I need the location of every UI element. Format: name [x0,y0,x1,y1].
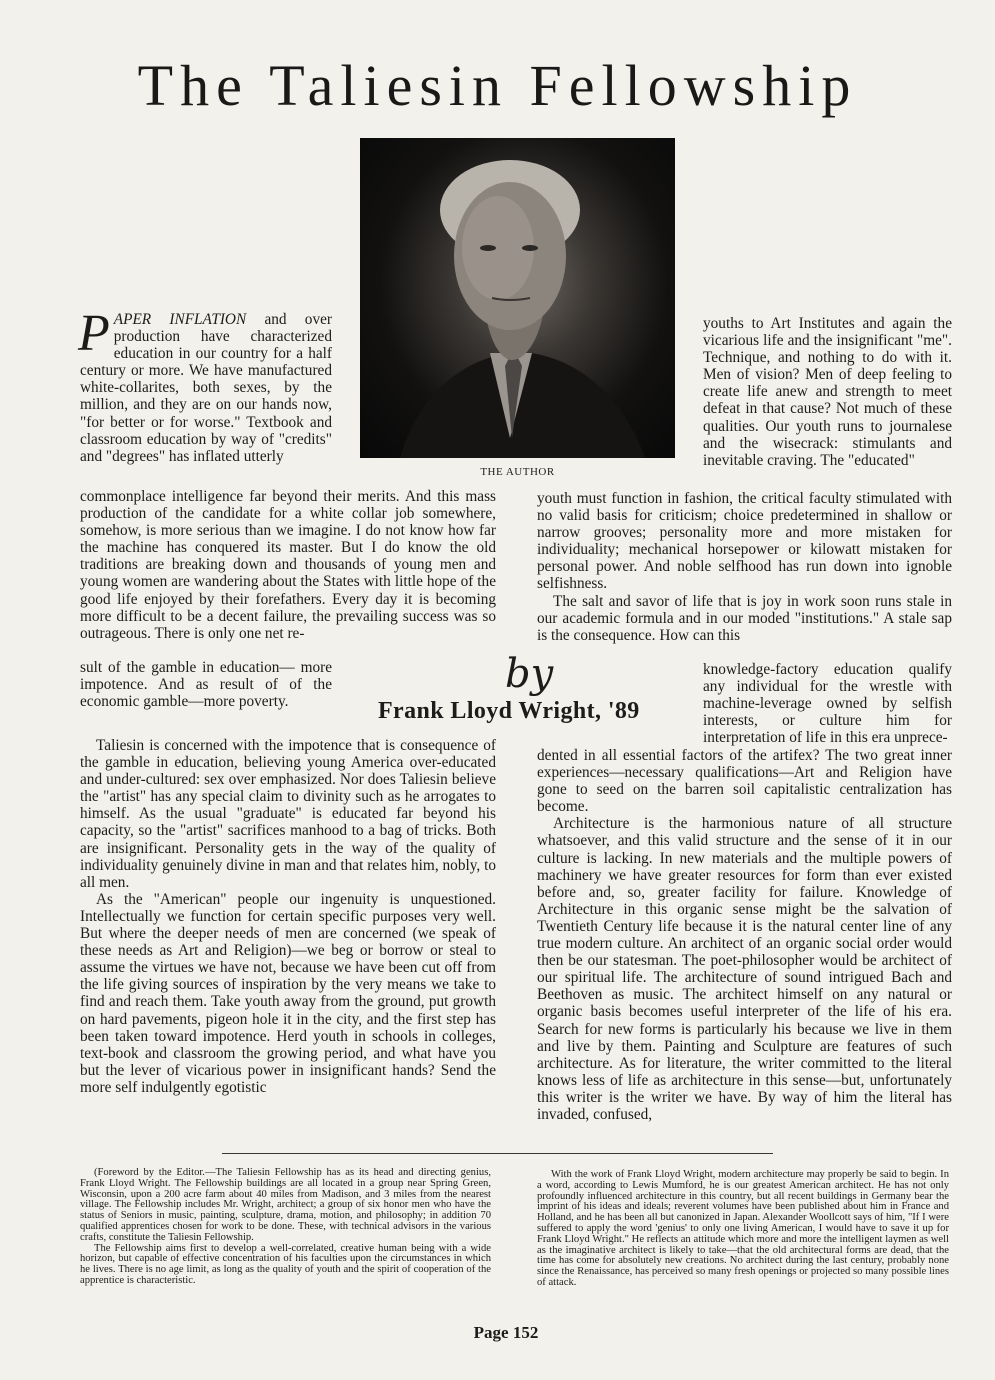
paragraph-2: Taliesin is concerned with the impotence that is consequence of the gamble in education, believing young America over-educated and under-cultured: sex over emphasized. Nor does Taliesin believe the "artist" has any special claim to divinity such as he arrogates to himself. As the usual "graduate" is educated far beyond his capacity, so the "artist" sacrifices manhood to a bag of tricks. Both are insignificant. Personality gets in the way of the quality of individuality genuinely divine in man and that relates him, nobly, to all men. [80,737,496,891]
paragraph-5-end: dented in all essential factors of the artifex? The two great inner experiences—necessary qualifications—Art and Religion have gone to seed on the barren soil capitalistic centralization has become. [537,747,952,816]
paragraph-4-start: youths to Art Institutes and again the vicarious life and the insignificant "me". Technique, and nothing to do with it. Men of vision? Men of deep feeling to create life anew and strength to meet defeat in that cause? Not much of these qualities. Our youth runs to journalese and the wisecrack: stimulants and inevitable craving. The "educated" [703,315,952,469]
paragraph-1-start: and over production have characterized education in our country for a half century or more. We have manufactured white-collarites, both sexes, by the million, and they are on our hands now, "for better or for worse." Textbook and classroom education by way of "credits" and "degrees" has inflated utterly [80,311,332,465]
photo-caption: THE AUTHOR [480,466,555,478]
footnote-right [537,1170,949,1289]
byline-author: Frank Lloyd Wright, '89 [378,698,640,724]
paragraph-6: Architecture is the harmonious nature of all structure whatsoever, and this valid structure and the sense of it in our culture is lacking. In new materials and the multiple powers of machinery we have greater resources for form than ever existed before and, so, greater facility for failure. Knowledge of Architecture in this organic sense might be the salvation of Twentieth Century life because it is the natural center line of any true modern culture. An architect of an organic social order would then be our statesman. The poet-philosopher would be architect of our spiritual life. The architecture of sound intrigued Bach and Beethoven as music. The architect himself on any natural or organic basis becomes useful interpreter of the life of his era. Search for new forms is particularly his because we live in them and live by them. Painting and Sculpture are features of such architecture. As for literature, the writer committed to the literal knows less of life as architecture in this sense—but, unfortunately this writer is the writer we have. By way of him the literal has invaded, confused, [537,815,952,1123]
footnote-about-wright: With the work of Frank Lloyd Wright, modern architecture may properly be said to begin. In a word, according to Lewis Mumford, he is our greatest American architect. He has not only profoundly influenced architecture in this country, but all recent buildings in Germany bear the imprint of his ideas and ideals; reverent volumes have been published about him in France and Holland, and he has been all but canonized in Japan. Alexander Woollcott says of him, "If I were suffered to apply the word 'genius' to only one living American, I would have to save it up for Frank Lloyd Wright." He reflects an attitude which more and more the intelligent laymen as well as the imaginative architect is likely to take—that the old architectural forms are dead, that the time has come for absolutely new creations. No architect during the last century, probably none since the Renaissance, has perceived so many fresh openings or projected so many possible lines of attack. [537,1169,949,1288]
drop-cap: P [78,305,110,362]
paragraph-1-end: sult of the gamble in education— more impotence. And as result of of the economic gamble—more poverty. [80,659,332,711]
right-column-top [703,315,952,469]
paragraph-1-cont: commonplace intelligence far beyond their merits. And this mass production of the candidate for a white collar job somewhere, somehow, is more serious than we imagine. I do not know how far the machine has conquered its master. But I do know the old traditions are breaking down and thousands of young men and young women are wandering about the States with little hope of the good life enjoyed by their forefathers. Every day it is becoming more difficult to be a decent failure, the prevailing success was so outrageous. There is only one net re- [80,488,496,642]
footnote-fellowship-aims: The Fellowship aims first to develop a well-correlated, creative human being with a wide horizon, but capable of effective concentration of his faculties upon the circumstances in which he lives. There is no age limit, as long as the quality of youth and the spirit of cooperation of the apprentice is characteristic. [80,1242,491,1286]
lead-italic: APER INFLATION [113,311,247,328]
footnote-divider [222,1153,773,1154]
left-column-narrow [80,659,332,710]
article-title: The Taliesin Fellowship [137,53,858,118]
author-portrait [360,138,675,458]
right-column-narrow [703,661,952,746]
paragraph-3: As the "American" people our ingenuity is unquestioned. Intellectually we function for certain specific purposes very well. But where the deeper needs of men are concerned (we speak of these needs as Art and Religion)—we beg or borrow or steal to assume the virtues we have not, because we have been cut off from the life giving sources of inspiration by the very means we take to find and reach them. Take youth away from the ground, put growth on hard pavements, pigeon hole it in the city, and the first step has been taken toward impotence. Herd youth in schools in colleges, text-book and classroom the growing period, and what have you but the lever of vicarious power in insignificant hands? Send the more self indulgently egotistic [80,890,496,1096]
left-column-top [78,305,332,465]
footnote-left [80,1168,491,1287]
paragraph-4-cont: youth must function in fashion, the critical faculty stimulated with no valid basis for criticism; choice predetermined in shallow or narrow grooves; personality more and more mistaken for individuality; mechanical horsepower or kilowatt mistaken for personal power. And noble selfhood has run down into ignoble selfishness. [537,490,952,593]
right-column-middle [537,490,952,644]
right-column-bottom [537,747,952,1123]
paragraph-5-cont: knowledge-factory education qualify any individual for the wrestle with machine-leverage owned by selfish interests, or culture him for interpretation of life in this era unprece- [703,661,952,747]
footnote-editor-foreword: (Foreword by the Editor.—The Taliesin Fellowship has as its head and directing genius, Frank Lloyd Wright. The Fellowship buildings are all located in a group near Spring Green, Wisconsin, upon a 200 acre farm about 40 miles from Madison, and 3 miles from the nearest village. The Fellowship includes Mr. Wright, architect; a group of six honor men who have the status of Seniors in music, painting, sculpture, drama, motion, and philosophy; in addition 70 qualified apprentices chosen for work to be done. These, with technical advisors in the various crafts, constitute the Taliesin Fellowship. [80,1167,491,1243]
paragraph-5-start: The salt and savor of life that is joy in work soon runs stale in our academic formula and in our moded "institutions." A stale sap is the consequence. How can this [537,592,952,644]
left-column-middle [80,488,496,642]
byline-by: by [505,651,554,697]
page-number: Page 152 [473,1323,539,1342]
left-column-bottom [80,737,496,1096]
portrait-illustration [360,138,675,458]
